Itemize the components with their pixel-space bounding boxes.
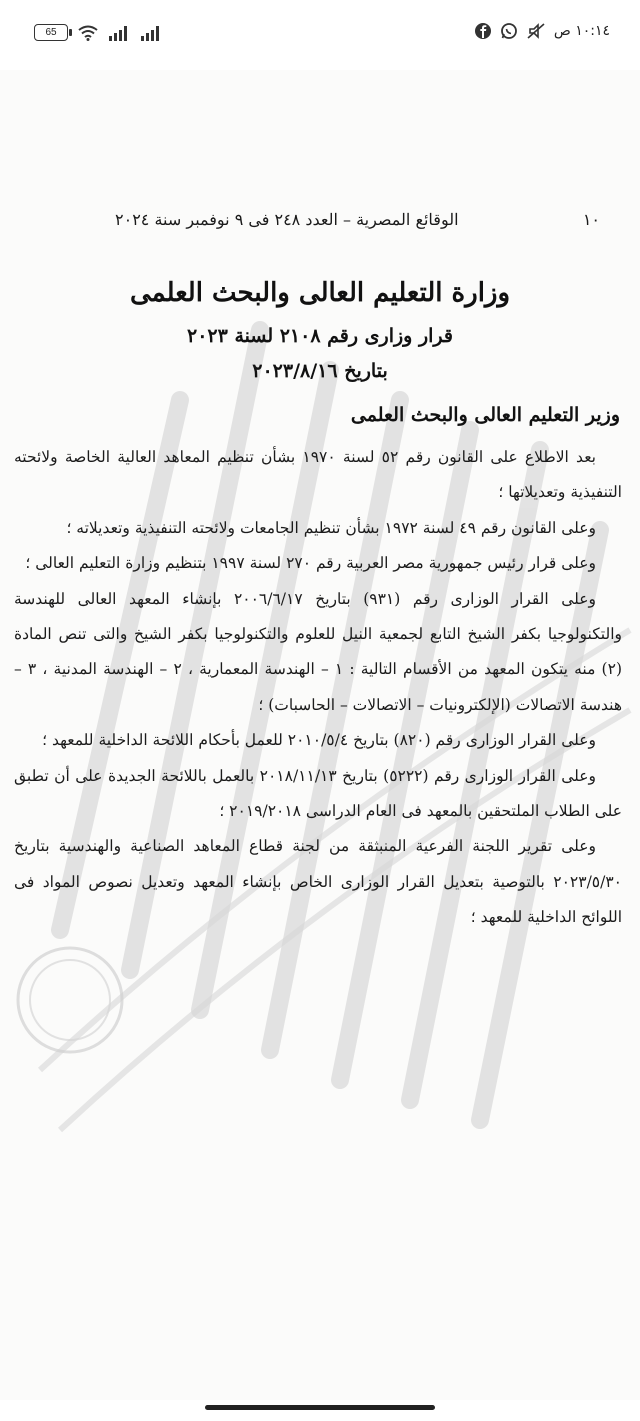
clock: ١٠:١٤ ص (553, 23, 610, 39)
gazette-reference: الوقائع المصرية – العدد ٢٤٨ فى ٩ نوفمبر سنة ٢٠٢٤ (115, 210, 459, 229)
paragraph: وعلى القرار الوزارى رقم (٥٢٢٢) بتاريخ ٢٠١٨/١١/١٣ بالعمل باللائحة الجديدة على أن تطبق على الطلاب الملتحقين بالمعهد فى العام الدراسى ٢٠١٩/٢٠١٨ ؛ (14, 766, 622, 821)
decree-date: بتاريخ ٢٠٢٣/٨/١٦ (252, 360, 388, 382)
wifi-icon (78, 25, 98, 41)
decree-body (14, 440, 622, 936)
running-header (115, 210, 600, 229)
paragraph: بعد الاطلاع على القانون رقم ٥٢ لسنة ١٩٧٠ بشأن تنظيم المعاهد العالية الخاصة ولائحته التنفيذية وتعديلاتها ؛ (14, 448, 622, 502)
page-number: ١٠ (582, 210, 600, 229)
facebook-icon (474, 22, 492, 40)
paragraph: وعلى تقرير اللجنة الفرعية المنبثقة من لجنة قطاع المعاهد الصناعية والهندسية بتاريخ ٢٠٢٣/٥/٣٠ بالتوصية بتعديل القرار الوزارى الخاص بإنشاء المعهد وتعديل نصوص المواد فى اللوائح الداخلية للمعهد ؛ (14, 837, 622, 927)
status-bar (0, 0, 640, 70)
signal-icon (108, 25, 130, 41)
whatsapp-icon (500, 22, 518, 40)
mute-icon (526, 22, 546, 40)
battery-icon: 65 (34, 24, 68, 41)
document-page (0, 70, 640, 1400)
minister-heading: وزير التعليم العالى والبحث العلمى (350, 404, 620, 426)
decree-title: قرار وزارى رقم ٢١٠٨ لسنة ٢٠٢٣ (187, 325, 453, 347)
paragraph: وعلى القرار الوزارى رقم (٩٣١) بتاريخ ٢٠٠٦/٦/١٧ بإنشاء المعهد العالى للهندسة والتكنولوجيا بكفر الشيخ التابع لجمعية النيل للعلوم والتكنولوجيا بكفر الشيخ والتى تنص المادة (٢) منه يتكون المعهد من الأقسام التالية : ١ – الهندسة المعمارية ، ٢ – الهندسة المدنية ، ٣ – هندسة الاتصالات (الإلكترونيات – الاتصالات – الحاسبات) ؛ (14, 589, 622, 714)
ministry-title: وزارة التعليم العالى والبحث العلمى (129, 278, 511, 308)
status-right (474, 22, 610, 40)
paragraph: وعلى قرار رئيس جمهورية مصر العربية رقم ٢٧٠ لسنة ١٩٩٧ بتنظيم وزارة التعليم العالى ؛ (25, 554, 596, 573)
home-indicator[interactable] (205, 1405, 435, 1410)
paragraph: وعلى القانون رقم ٤٩ لسنة ١٩٧٢ بشأن تنظيم الجامعات ولائحته التنفيذية وتعديلاته ؛ (66, 518, 596, 537)
paragraph: وعلى القرار الوزارى رقم (٨٢٠) بتاريخ ٢٠١٠/٥/٤ للعمل بأحكام اللائحة الداخلية للمعهد ؛ (42, 731, 596, 750)
status-left (34, 24, 162, 41)
signal-icon (140, 25, 162, 41)
